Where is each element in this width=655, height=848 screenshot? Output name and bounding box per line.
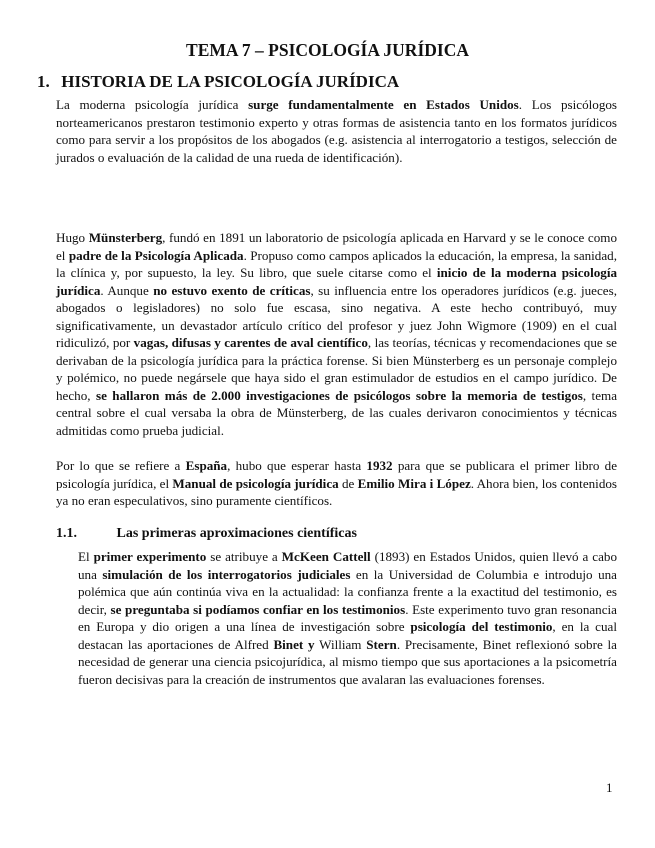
page-number: 1 <box>606 780 613 795</box>
text-run: . Propuso como campos aplicados la educación, la empresa, la sanidad, la clínica y, por supuesto, la ley. Su libro, que suele citarse como el <box>56 247 617 280</box>
bold-text-run: Manual de psicología jurídica <box>172 475 339 491</box>
bold-text-run: Stern <box>366 636 397 652</box>
text-run: en la Universidad de Columbia e introdujo una polémica que aún continúa viva en la actualidad: la confianza frente a la exactitud del testimonio, es decir, <box>78 566 617 617</box>
text-run: La moderna psicología jurídica <box>56 97 249 112</box>
text-run: . Ahora bien, los contenidos ya no eran especulativos, sino puramente científicos. <box>56 475 618 508</box>
text-run: . Este experimento tuvo gran resonancia en Europa y dio origen a una línea de investigación sobre <box>78 601 617 634</box>
bold-text-run: inicio de la moderna psicología jurídica <box>56 265 618 298</box>
bold-text-run: se hallaron más de 2.000 investigaciones de psicólogos sobre la memoria de testigos <box>95 387 583 403</box>
text-run: , hubo que esperar hasta <box>227 458 367 473</box>
subsection-number: 1.1. <box>56 526 77 541</box>
text-run: , su influencia entre los operadores jurídicos (e.g. jueces, abogados o legisladores) no solo fue escasa, sino negativa. A este hecho contribuyó, muy significativamente, un devastador artículo crítico del profesor y juez John Wigmore (1909) en el cual ridiculizó, por <box>56 282 617 350</box>
text-run: (1893) en Estados Unidos, quien llevó a cabo una <box>78 549 617 582</box>
text-run: , en la cual destacan las aportaciones de Alfred <box>78 619 617 652</box>
text-run: , las teorías, técnicas y recomendaciones que se derivaban de la psicología jurídica para la práctica forense. Si bien Münsterberg es un personaje complejo y polémico, no puede negársele que haya sido el gran estimulador de estudios en el campo jurídico. De hecho, <box>56 335 617 403</box>
text-run: William <box>314 636 367 652</box>
paragraph-4 <box>78 548 617 688</box>
bold-text-run: padre de la Psicología Aplicada <box>68 247 244 263</box>
section-number: 1. <box>37 72 50 91</box>
document-title: TEMA 7 – PSICOLOGÍA JURÍDICA <box>186 40 469 60</box>
bold-text-run: vagas, difusas y carentes de aval científico <box>133 335 368 350</box>
subsection-heading-1-1 <box>56 526 357 542</box>
bold-text-run: no estuvo exento de críticas <box>153 282 311 298</box>
bold-text-run: psicología del testimonio <box>410 619 553 634</box>
text-run: El <box>78 549 94 564</box>
bold-text-run: primer experimento <box>93 549 207 564</box>
text-run: se atribuye a <box>206 549 282 564</box>
bold-text-run: Münsterberg <box>88 230 163 245</box>
bold-text-run: Binet y <box>273 636 315 652</box>
text-run: . Precisamente, Binet reflexionó sobre la necesidad de generar una ciencia psicojurídica, al mismo tiempo que sus aportaciones a la psicometría fueron decisivas para la creación de instrumentos que avalaran las evaluaciones forenses. <box>78 636 617 687</box>
text-run: Hugo <box>56 230 89 245</box>
bold-text-run: se preguntaba si podíamos confiar en los testimonios <box>110 601 406 617</box>
text-run: para que se publicara el primer libro de psicología jurídica, el <box>56 458 618 491</box>
paragraph-2 <box>56 229 617 439</box>
bold-text-run: España <box>185 458 228 473</box>
bold-text-run: McKeen Cattell <box>281 549 371 564</box>
text-run: de <box>338 475 358 491</box>
text-run: , tema central sobre el cual versaba la obra de Münsterberg, de las cuales derivaron conocimientos y técnicas admitidas como prueba judicial. <box>56 387 618 438</box>
bold-text-run: 1932 <box>366 458 393 473</box>
bold-text-run: Emilio Mira i López <box>357 475 471 491</box>
section-title: HISTORIA DE LA PSICOLOGÍA JURÍDICA <box>61 72 400 91</box>
bold-text-run: surge fundamentalmente en Estados Unidos <box>248 97 519 112</box>
paragraph-1 <box>56 96 617 166</box>
text-run: Por lo que se refiere a <box>56 458 186 473</box>
text-run: . Aunque <box>100 282 154 298</box>
text-run: , fundó en 1891 un laboratorio de psicología aplicada en Harvard y se le conoce como el <box>56 230 617 263</box>
paragraph-3 <box>56 457 617 510</box>
subsection-title: Las primeras aproximaciones científicas <box>116 526 357 541</box>
bold-text-run: simulación de los interrogatorios judiciales <box>102 566 351 582</box>
section-heading-1 <box>37 72 399 92</box>
text-run: . Los psicólogos norteamericanos prestaron testimonio experto y otras formas de asistencia tanto en los formatos jurídicos como para servir a los propósitos de los abogados (e.g. asistencia al interrogatorio a testigos, selección de jurados o evaluación de la calidad de una rueda de identificación). <box>56 97 618 165</box>
